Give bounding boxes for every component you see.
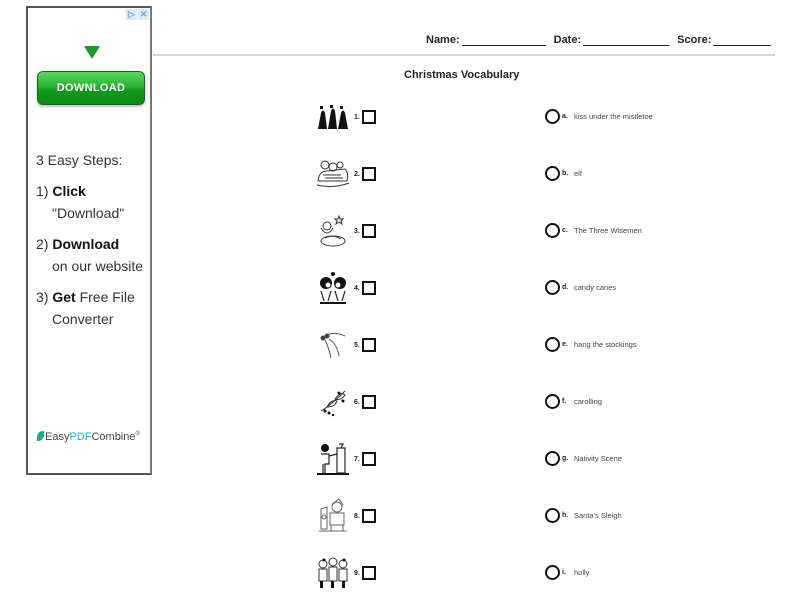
answer-box-3[interactable] [362, 224, 376, 238]
nativity-angel-picture [313, 214, 353, 248]
question-item-1: 1. [313, 100, 376, 134]
answer-box-6[interactable] [362, 395, 376, 409]
answer-radio-e[interactable] [545, 337, 560, 352]
ad-steps [36, 149, 143, 330]
answer-radio-g[interactable] [545, 451, 560, 466]
step-1: 1) Click [36, 183, 86, 199]
question-item-3: 3. [313, 214, 376, 248]
step-2-detail: on our website [52, 258, 144, 274]
answer-box-9[interactable] [362, 566, 376, 580]
leaf-logo-icon [37, 431, 44, 441]
answer-box-5[interactable] [362, 338, 376, 352]
download-button[interactable]: DOWNLOAD [37, 71, 145, 105]
advertisement-panel [26, 6, 152, 475]
answer-radio-d[interactable] [545, 280, 560, 295]
worksheet-header [426, 34, 779, 46]
question-item-5: 5. [313, 328, 376, 362]
arrow-down-icon [84, 46, 100, 59]
answer-option-d: d. candy canes [545, 280, 616, 295]
step-1-detail: "Download" [52, 205, 125, 221]
question-item-2: 2. [313, 157, 376, 191]
candy-cane-picture [313, 328, 353, 362]
score-field: Score: [677, 34, 771, 46]
answer-option-e: e. hang the stockings [545, 337, 637, 352]
question-item-9: 9. [313, 556, 376, 590]
worksheet-title: Christmas Vocabulary [404, 69, 520, 81]
score-blank [713, 34, 771, 46]
question-item-8: 8. [313, 499, 376, 533]
name-blank [462, 34, 546, 46]
kiss-mistletoe-picture [313, 271, 353, 305]
answer-radio-h[interactable] [545, 508, 560, 523]
three-wisemen-picture [313, 100, 353, 134]
header-divider [153, 54, 775, 56]
question-item-6: 6. [313, 385, 376, 419]
answer-box-1[interactable] [362, 110, 376, 124]
carolers-picture [313, 556, 353, 590]
santa-sleigh-picture [313, 157, 353, 191]
date-blank [583, 34, 669, 46]
step-2: 2) Download [36, 236, 120, 252]
holly-picture [313, 385, 353, 419]
answer-option-g: g. Nativity Scene [545, 451, 622, 466]
date-field: Date: [554, 34, 670, 46]
question-item-7: 7. [313, 442, 376, 476]
elf-picture [313, 499, 353, 533]
answer-option-a: a. kiss under the mistletoe [545, 109, 653, 124]
step-3: 3) Get Free File [36, 289, 135, 305]
answer-option-c: c. The Three Wisemen [545, 223, 642, 238]
answer-option-h: h. Santa's Sleigh [545, 508, 622, 523]
answer-box-7[interactable] [362, 452, 376, 466]
answer-radio-a[interactable] [545, 109, 560, 124]
easypdfcombine-logo[interactable]: EasyPDFCombine® [37, 431, 140, 443]
answer-radio-c[interactable] [545, 223, 560, 238]
answer-radio-f[interactable] [545, 394, 560, 409]
stocking-hanging-picture [313, 442, 353, 476]
adchoices-icon[interactable]: ▷ [126, 9, 137, 20]
steps-title: 3 Easy Steps: [36, 152, 123, 168]
answer-box-4[interactable] [362, 281, 376, 295]
close-icon[interactable]: ✕ [139, 9, 148, 19]
answer-option-f: f. carolling [545, 394, 602, 409]
answer-box-8[interactable] [362, 509, 376, 523]
name-field: Name: [426, 34, 546, 46]
ad-choices[interactable] [126, 9, 149, 20]
answer-radio-i[interactable] [545, 565, 560, 580]
answer-option-b: b. elf [545, 166, 582, 181]
answer-box-2[interactable] [362, 167, 376, 181]
step-3-detail: Converter [52, 311, 114, 327]
answer-radio-b[interactable] [545, 166, 560, 181]
question-item-4: 4. [313, 271, 376, 305]
answer-option-i: i. holly [545, 565, 589, 580]
